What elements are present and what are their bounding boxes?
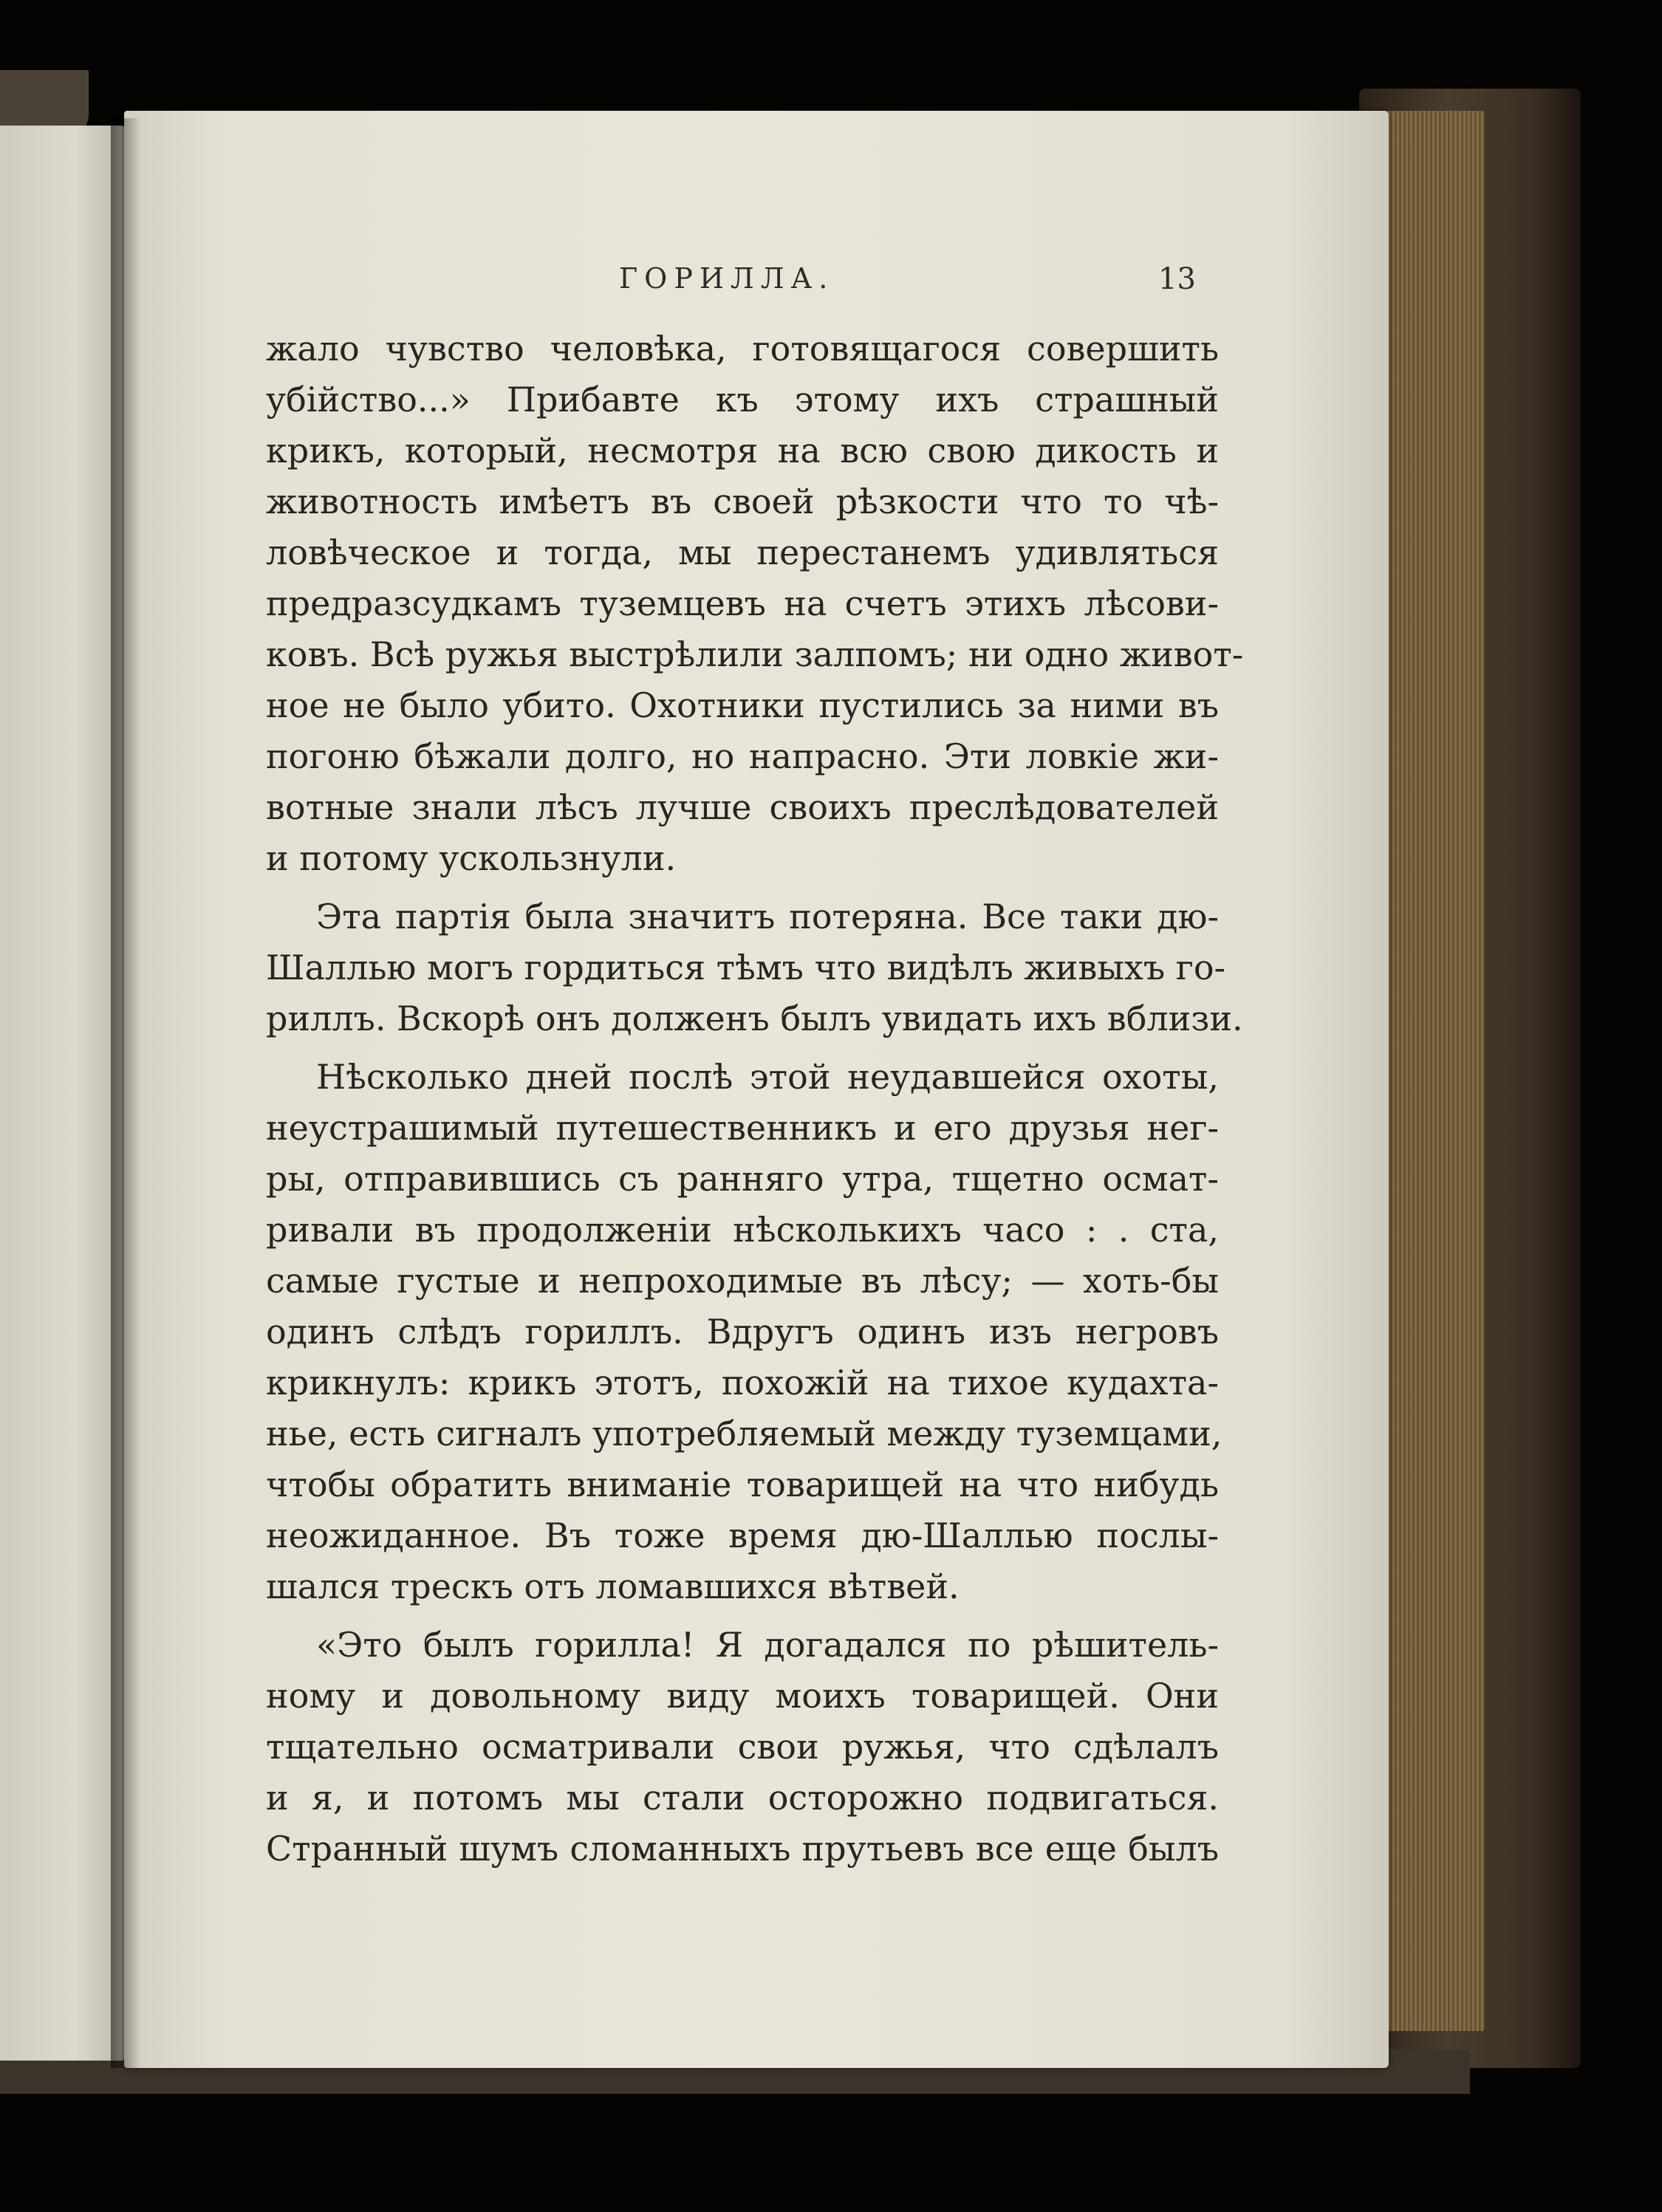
- text-line: «Это былъ горилла! Я догадался по рѣшитель-: [316, 1625, 1219, 1665]
- text-line: нье, есть сигналъ употребляемый между туземцами,: [266, 1414, 1222, 1453]
- paragraph: [266, 891, 1243, 1044]
- text-line: и потому ускользнули.: [266, 838, 677, 878]
- text-line: вотные знали лѣсъ лучше своихъ преслѣдователей: [266, 787, 1219, 827]
- running-head-title: ГОРИЛЛА.: [619, 262, 835, 295]
- paragraph: [266, 1052, 1222, 1612]
- text-line: чтобы обратить вниманіе товарищей на что нибудь: [266, 1465, 1219, 1504]
- text-line: Странный шумъ сломанныхъ прутьевъ все еще былъ: [266, 1829, 1219, 1869]
- text-line: и я, и потомъ мы стали осторожно подвигаться.: [266, 1778, 1219, 1818]
- text-line: Эта партія была значитъ потеряна. Все таки дю-: [316, 897, 1219, 936]
- page-number: 13: [1158, 262, 1196, 296]
- text-line: тщательно осматривали свои ружья, что сдѣлалъ: [266, 1727, 1219, 1767]
- text-line: Нѣсколько дней послѣ этой неудавшейся охоты,: [316, 1057, 1219, 1097]
- text-line: животность имѣетъ въ своей рѣзкости что то чѣ-: [266, 482, 1219, 521]
- text-line: неустрашимый путешественникъ и его друзья нег-: [266, 1108, 1219, 1148]
- text-line: самые густые и непроходимые въ лѣсу; — хоть-бы: [266, 1261, 1219, 1301]
- text-line: крикъ, который, несмотря на всю свою дикость и: [266, 431, 1219, 470]
- text-line: ловѣческое и тогда, мы перестанемъ удивляться: [266, 533, 1219, 572]
- text-line: одинъ слѣдъ гориллъ. Вдругъ одинъ изъ негровъ: [266, 1312, 1219, 1352]
- text-line: убійство...» Прибавте къ этому ихъ страшный: [266, 380, 1219, 420]
- text-line: ры, отправившись съ ранняго утра, тщетно осмат-: [266, 1159, 1219, 1199]
- text-line: Шаллью могъ гордиться тѣмъ что видѣлъ живыхъ го-: [266, 948, 1226, 987]
- text-line: шался трескъ отъ ломавшихся вѣтвей.: [266, 1566, 960, 1606]
- gutter-shadow: [111, 118, 140, 2068]
- text-line: ковъ. Всѣ ружья выстрѣлили залпомъ; ни одно живот-: [266, 634, 1244, 674]
- paragraph: [266, 323, 1244, 884]
- text-line: ному и довольному виду моихъ товарищей. Они: [266, 1676, 1219, 1716]
- text-line: погоню бѣжали долго, но напрасно. Эти ловкіе жи-: [266, 736, 1219, 776]
- page-edges: [1374, 111, 1485, 2031]
- body-text: [266, 323, 1244, 1874]
- text-line: неожиданное. Въ тоже время дю-Шаллью послы-: [266, 1516, 1219, 1555]
- book-page: [124, 111, 1389, 2068]
- text-line: ное не было убито. Охотники пустились за ними въ: [266, 685, 1219, 725]
- text-line: риллъ. Вскорѣ онъ долженъ былъ увидать ихъ вблизи.: [266, 999, 1243, 1038]
- facing-page: [0, 126, 126, 2061]
- text-line: жало чувство человѣка, готовящагося совершить: [266, 329, 1219, 369]
- text-line: предразсудкамъ туземцевъ на счетъ этихъ лѣсови-: [266, 583, 1219, 623]
- paragraph: [266, 1620, 1219, 1874]
- text-line: крикнулъ: крикъ этотъ, похожій на тихое кудахта-: [266, 1363, 1219, 1403]
- text-line: ривали въ продолженіи нѣсколькихъ часо : . ста,: [266, 1210, 1219, 1250]
